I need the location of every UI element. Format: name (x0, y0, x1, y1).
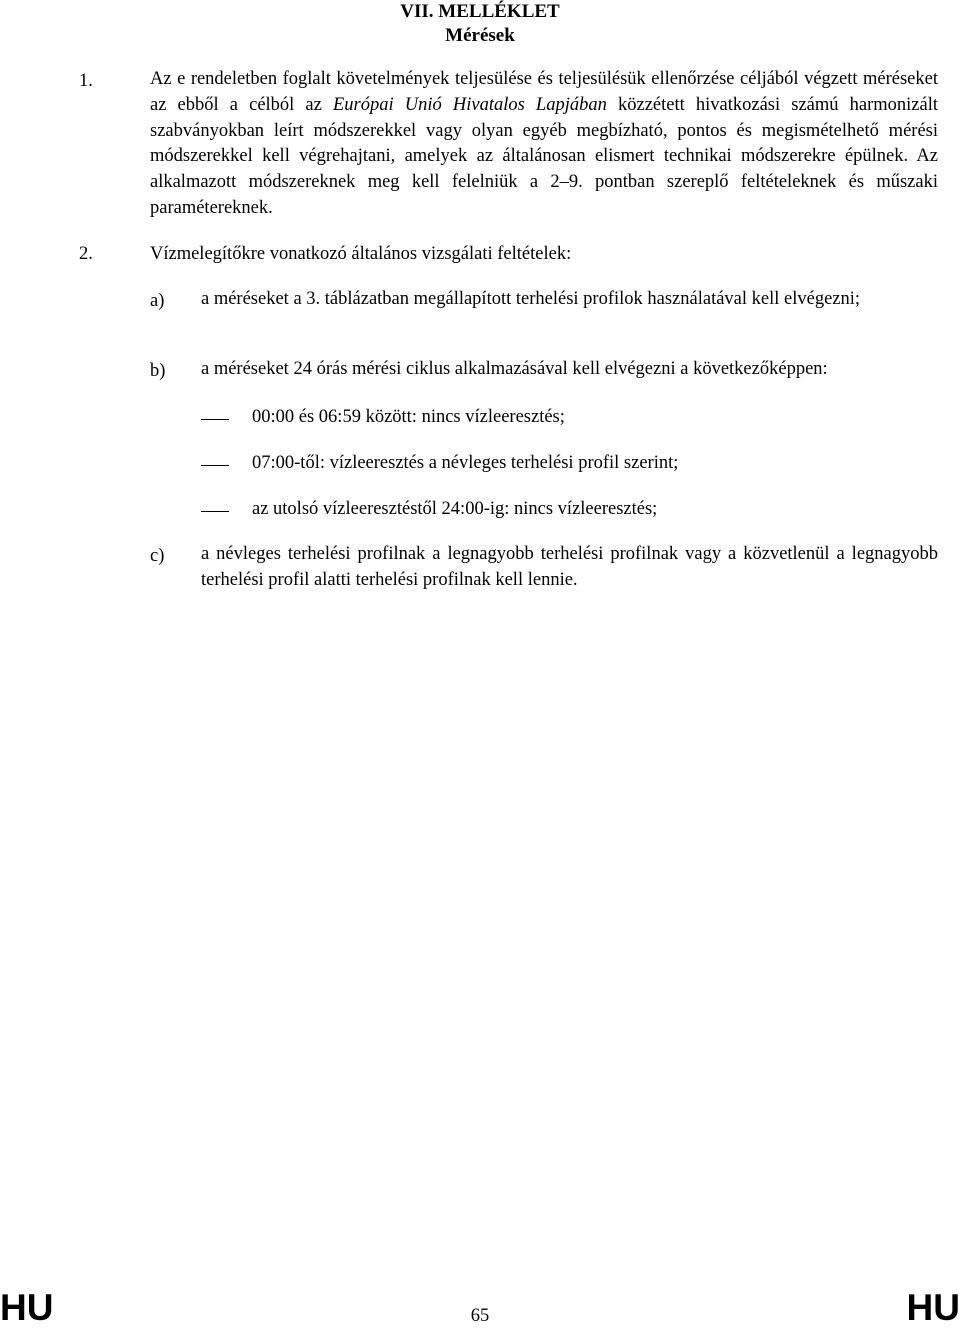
section-1-text-italic: Európai Unió Hivatalos Lapjában (332, 94, 607, 115)
page-title: Mérések (445, 25, 515, 46)
section-1-number: 1. (79, 71, 93, 91)
section-1-paragraph (150, 67, 938, 222)
language-code-left: HU (0, 1287, 54, 1328)
section-1-text-part2: közzétett hivatkozási számú harmonizált szabványokban leírt módszerekkel vagy olyan egyéb megbízható, pontos és megismételhető mérési módszerekkel kell végrehajtani, amelyek az általánosan elismert technikai módszerekre épülnek. Az alkalmazott módszereknek meg kell felelniük a 2–9. pontban szereplő feltételeknek és műszaki paramétereknek. (150, 94, 939, 218)
item-c-label: c) (150, 546, 165, 566)
item-b-label: b) (150, 361, 166, 381)
language-code-right: HU (906, 1287, 960, 1328)
dash-icon (201, 465, 229, 466)
section-2-heading: Vízmelegítőkre vonatkozó általános vizsgálati feltételek: (150, 244, 572, 264)
dash-icon (201, 419, 229, 420)
sub-item-1: 00:00 és 06:59 között: nincs vízleeresztés; (252, 407, 565, 427)
annex-title: VII. MELLÉKLET (400, 1, 560, 22)
item-a-label: a) (150, 291, 165, 311)
item-c-text: a névleges terhelési profilnak a legnagyobb terhelési profilnak vagy a közvetlenül a legnagyobb terhelési profil alatti terhelési profilnak kell lennie. (201, 544, 938, 590)
sub-item-2: 07:00-től: vízleeresztés a névleges terhelési profil szerint; (252, 453, 679, 473)
section-2-number: 2. (79, 244, 93, 264)
section-1-text-part1: Az e rendeletben foglalt követelmények teljesülése és teljesülésük ellenőrzése céljából végzett méréseket az ebből a célból az (150, 69, 938, 115)
dash-icon (201, 511, 229, 512)
page-number: 65 (470, 1306, 490, 1326)
sub-item-3: az utolsó vízleeresztéstől 24:00-ig: nincs vízleeresztés; (252, 499, 658, 519)
item-a-text: a méréseket a 3. táblázatban megállapított terhelési profilok használatával kell elvégezni; (201, 289, 861, 309)
item-b-text: a méréseket 24 órás mérési ciklus alkalmazásával kell elvégezni a következőképpen: (201, 359, 828, 379)
